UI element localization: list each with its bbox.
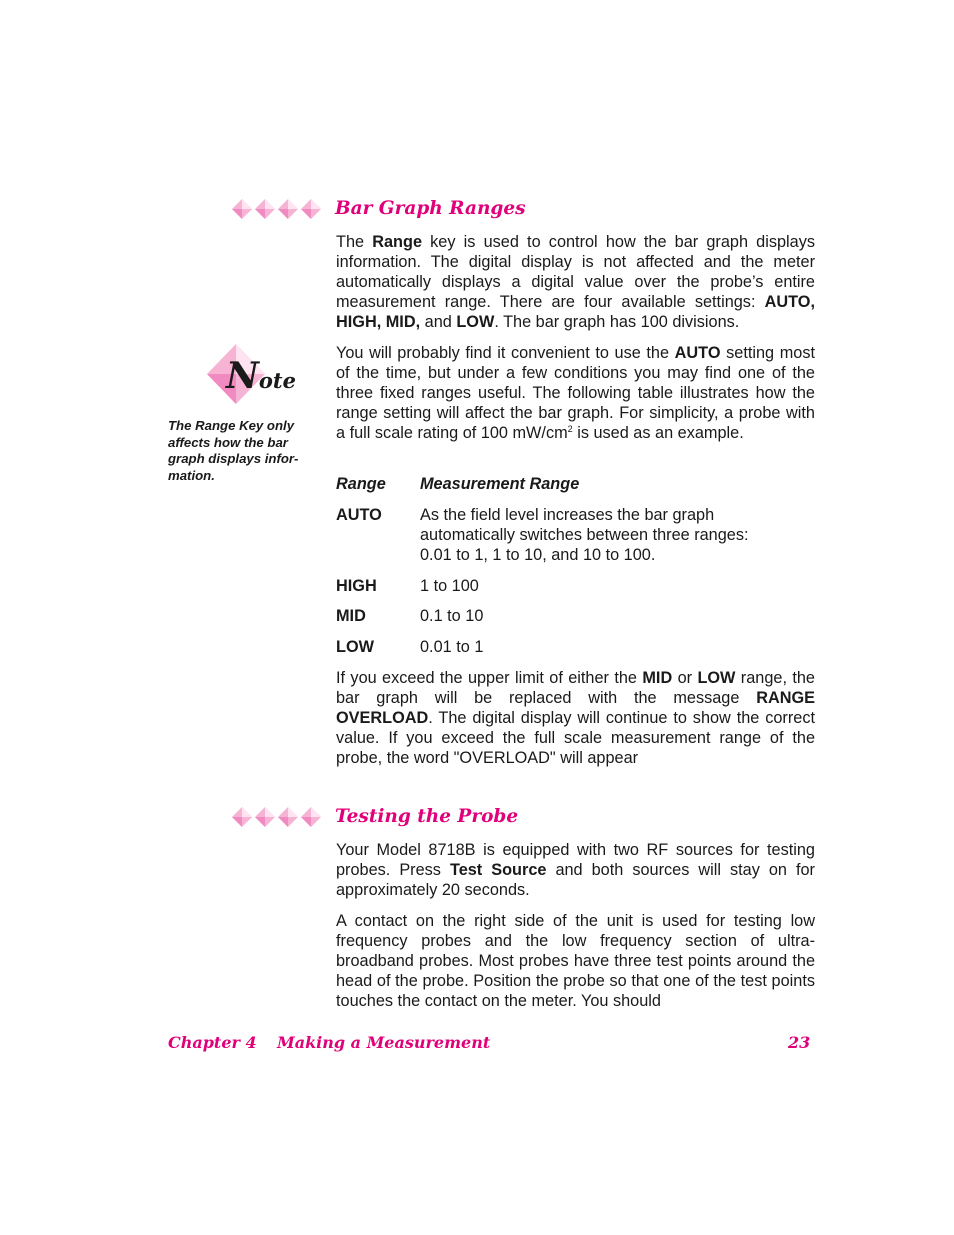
text-run: key is used to control how the bar graph displays information. The digital display is not affected and the meter automatically displays a digital value over the probe’s entire measurement range. There are four available settings: (336, 233, 815, 311)
text-run: or (672, 669, 698, 687)
bold-text: AUTO, HIGH, MID, (336, 293, 815, 331)
text-run: Your Model 8718B is equipped with two RF sources for testing probes. Press (336, 841, 815, 879)
table-cell-line: 0.1 to 10 (420, 607, 484, 625)
table-cell-line: 1 to 100 (420, 577, 479, 595)
heading-ornament (231, 806, 322, 828)
text-run: If you exceed the upper limit of either the (336, 669, 643, 687)
text-run: You will probably find it convenient to use the (336, 344, 675, 362)
bold-text: LOW (456, 313, 495, 331)
table-cell-measurement (420, 606, 820, 626)
diamond-icon (277, 198, 299, 220)
table-cell-line: As the field level increases the bar graph (420, 506, 715, 524)
text-run: . The digital display will continue to show the correct value. If you exceed the full scale measurement range of the probe, the word "OVERLOAD" will appear (336, 709, 815, 767)
diamond-icon (277, 806, 299, 828)
text-run: is used as an example. (572, 424, 744, 442)
footer-chapter: Chapter 4 (168, 1033, 257, 1052)
note-logo-text: Note (226, 355, 296, 397)
footer-page-number: 23 (788, 1033, 811, 1052)
bold-text: AUTO (674, 344, 721, 362)
diamond-icon (231, 806, 253, 828)
diamond-icon (254, 198, 276, 220)
note-logo (206, 343, 306, 405)
table-cell-range: LOW (336, 638, 374, 656)
bold-text: Test Source (449, 861, 547, 879)
text-run: setting most of the time, but under a few conditions you may find one of the three fixed ranges useful. The following table illustrates how the range setting will affect the bar graph. For simplicity, a probe with a full scale rating of 100 mW/cm (336, 344, 815, 442)
table-header-measurement-range: Measurement Range (420, 475, 580, 493)
table-cell-line: automatically switches between three ranges: (420, 526, 749, 544)
text-run: . The bar graph has 100 divisions. (494, 313, 740, 331)
bold-text: MID (642, 669, 673, 687)
table-cell-range: HIGH (336, 577, 377, 595)
table-header-range: Range (336, 475, 386, 493)
paragraph-contact (336, 911, 815, 1011)
footer-chapter-title: Making a Measurement (277, 1033, 491, 1052)
paragraph-range-key (336, 232, 815, 332)
bold-text: RANGE OVERLOAD (336, 689, 815, 727)
table-cell-measurement (420, 576, 820, 596)
table-cell-range: AUTO (336, 506, 382, 524)
diamond-icon (300, 806, 322, 828)
diamond-icon (231, 198, 253, 220)
heading-ornament (231, 198, 322, 220)
paragraph-range-overload (336, 668, 815, 768)
bold-text: Range (372, 233, 422, 251)
text-run: and (420, 313, 457, 331)
table-cell-measurement (420, 637, 820, 657)
section-heading-testing-the-probe: Testing the Probe (335, 806, 519, 827)
text-run: range, the bar graph will be replaced with the message (336, 669, 815, 707)
table-cell-range: MID (336, 607, 366, 625)
section-heading-bar-graph-ranges: Bar Graph Ranges (335, 198, 526, 219)
table-cell-line: 0.01 to 1 (420, 638, 484, 656)
text-run: A contact on the right side of the unit is used for testing low frequency probes and the low frequency section of ultra-broadband probes. Most probes have three test points around the head of the probe. Position the probe so that one of the test points touches the contact on the meter. You should (336, 912, 815, 1010)
superscript: 2 (567, 424, 573, 434)
table-cell-measurement (420, 505, 820, 565)
bold-text: LOW (697, 669, 736, 687)
side-note-text: The Range Key only affects how the bar graph displays infor-mation. (168, 418, 299, 483)
table-cell-line: 0.01 to 1, 1 to 10, and 10 to 100. (420, 546, 656, 564)
text-run: The (336, 233, 373, 251)
paragraph-auto-setting (336, 343, 815, 443)
diamond-icon (254, 806, 276, 828)
paragraph-test-source (336, 840, 815, 900)
diamond-icon (300, 198, 322, 220)
text-run: and both sources will stay on for approximately 20 seconds. (336, 861, 815, 899)
